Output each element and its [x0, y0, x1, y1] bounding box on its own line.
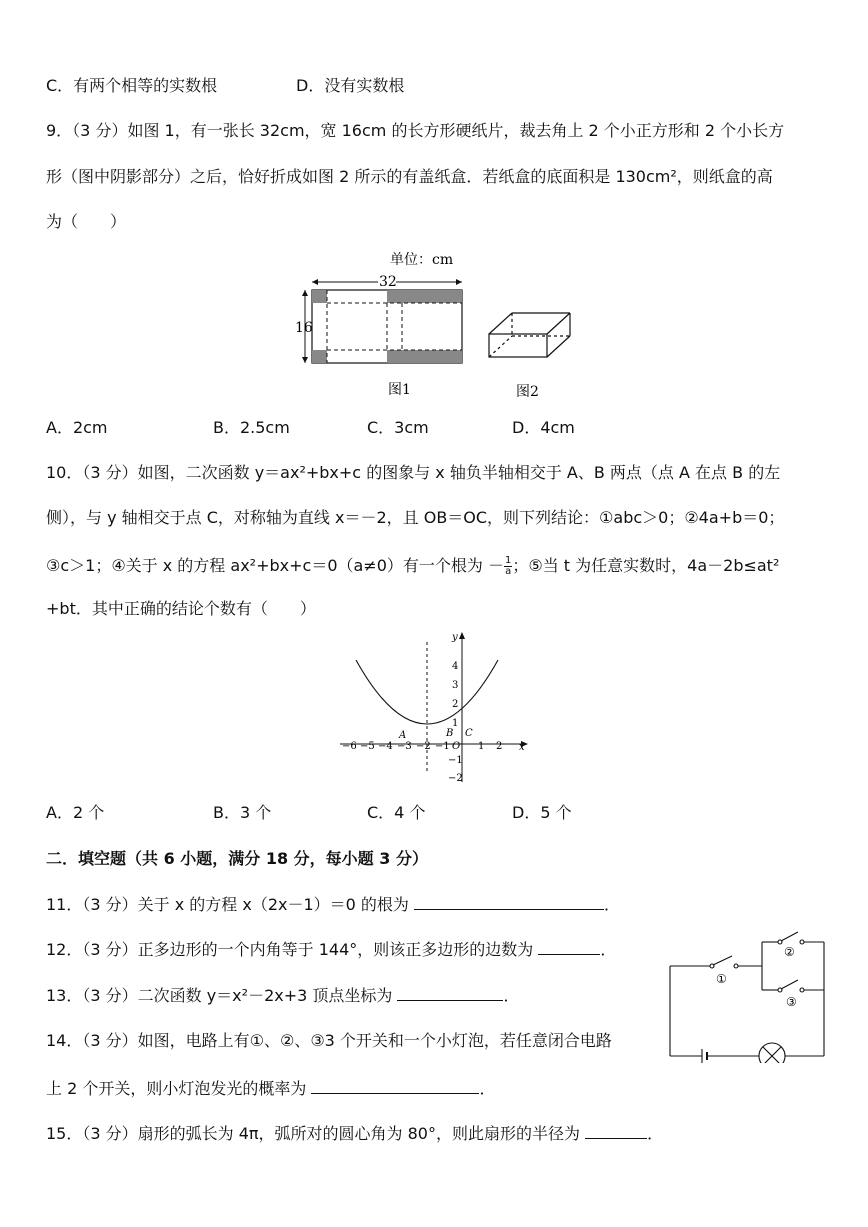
q9-option-c: C．3cm — [367, 418, 429, 437]
q12 — [46, 938, 616, 961]
q9-option-b: B．2.5cm — [213, 418, 290, 437]
q13 — [46, 984, 520, 1007]
point-A-label: A — [399, 730, 407, 741]
q9-line-3: 为（ ） — [46, 212, 127, 231]
q8-option-d: D．没有实数根 — [296, 76, 405, 95]
q13-end: ． — [503, 986, 520, 1005]
corner-square-tl — [312, 290, 327, 303]
q14-line-2 — [46, 1077, 495, 1100]
corner-rect-tr — [387, 290, 462, 303]
q10-line-4: +bt．其中正确的结论个数有（ ） — [46, 599, 316, 618]
box-figure — [489, 313, 570, 357]
q12-text: 12．（3 分）正多边形的一个内角等于 144°，则该正多边形的边数为 — [46, 940, 534, 959]
y-tick-neg1: −1 — [448, 755, 463, 766]
switch3-label: ③ — [786, 995, 797, 1009]
dim-length-text: 32 — [379, 274, 397, 290]
q14-answer-blank[interactable] — [311, 1077, 479, 1094]
q11 — [46, 893, 620, 916]
q15-text: 15．（3 分）扇形的弧长为 4π，弧所对的圆心角为 80°，则此扇形的半径为 — [46, 1124, 580, 1143]
q8-option-c: C．有两个相等的实数根 — [46, 76, 218, 95]
switch1-blade — [713, 956, 732, 965]
frac-den: a — [505, 566, 512, 577]
switch3-blade — [781, 980, 798, 989]
q10-line-2: 侧），与 y 轴相交于点 C，对称轴为直线 x＝－2，且 OB＝OC，则下列结论：①abc＞0；②4a+b＝0； — [46, 508, 785, 527]
y-axis-label: y — [452, 632, 458, 643]
bulb-circle — [759, 1043, 785, 1063]
q10-line-1: 10．（3 分）如图，二次函数 y＝ax²+bx+c 的图象与 x 轴负半轴相交于 A、B 两点（点 A 在点 B 的左 — [46, 463, 781, 482]
x-tick-2: 2 — [496, 741, 503, 752]
corner-rect-br — [387, 350, 462, 363]
dim-length-arrow-left — [312, 279, 318, 285]
q10-line-3 — [46, 555, 779, 577]
q9-figure-svg — [290, 248, 590, 406]
dim-width-arrow-bottom — [302, 357, 308, 363]
q14-text: 上 2 个开关，则小灯泡发光的概率为 — [46, 1079, 307, 1098]
y-tick-4: 4 — [452, 661, 459, 672]
fig2-caption: 图2 — [516, 384, 539, 400]
q10-option-b: B．3 个 — [213, 803, 272, 822]
q15-end: ． — [647, 1124, 664, 1143]
q10-line-3-pre: ③c＞1；④关于 x 的方程 ax²+bx+c＝0（a≠0）有一个根为 － — [46, 556, 504, 575]
dim-width-arrow-top — [302, 290, 308, 296]
q10-line-3-post: ；⑤当 t 为任意实数时，4a－2b≤at² — [512, 556, 780, 575]
q15 — [46, 1122, 663, 1145]
q9-line-2: 形（图中阴影部分）之后，恰好折成如图 2 所示的有盖纸盒．若纸盒的底面积是 130cm²，则纸盒的高 — [46, 167, 773, 186]
x-tick-neg6: −6 — [342, 741, 357, 752]
q9-figure — [290, 248, 590, 406]
frac-num: 1 — [504, 555, 512, 566]
q14-end: ． — [479, 1079, 496, 1098]
section-2-heading: 二．填空题（共 6 小题，满分 18 分，每小题 3 分） — [46, 849, 428, 868]
x-tick-neg1: −1 — [435, 741, 450, 752]
x-tick-neg4: −4 — [378, 741, 393, 752]
switch2-contact — [800, 940, 804, 944]
point-C-label: C — [465, 728, 473, 739]
q11-text: 11．（3 分）关于 x 的方程 x（2x－1）＝0 的根为 — [46, 895, 409, 914]
point-B-label: B — [446, 728, 454, 739]
q10-graph-svg — [336, 628, 536, 788]
q10-option-a: A．2 个 — [46, 803, 105, 822]
y-tick-1: 1 — [452, 718, 459, 729]
switch2-label: ② — [784, 945, 795, 959]
fig-unit-label: 单位：cm — [390, 252, 454, 268]
q14-line-1: 14．（3 分）如图，电路上有①、②、③3 个开关和一个小灯泡，若任意闭合电路 — [46, 1031, 612, 1050]
q10-graph — [336, 628, 536, 788]
x-tick-1: 1 — [478, 741, 485, 752]
q11-answer-blank[interactable] — [414, 893, 604, 910]
switch1-label: ① — [716, 972, 727, 986]
q10-option-d: D．5 个 — [512, 803, 572, 822]
q15-answer-blank[interactable] — [585, 1122, 647, 1139]
y-tick-neg2: −2 — [448, 773, 463, 784]
q13-text: 13．（3 分）二次函数 y＝x²－2x+3 顶点坐标为 — [46, 986, 393, 1005]
y-tick-3: 3 — [452, 680, 459, 691]
q11-end: ． — [604, 895, 621, 914]
x-tick-neg5: −5 — [360, 741, 375, 752]
x-tick-neg2: −2 — [416, 741, 431, 752]
q12-answer-blank[interactable] — [538, 938, 600, 955]
q14-circuit-svg — [664, 928, 830, 1063]
switch2-blade — [781, 932, 798, 941]
switch1-contact — [734, 964, 738, 968]
y-axis-arrow — [459, 632, 465, 639]
q9-line-1: 9．（3 分）如图 1，有一张长 32cm，宽 16cm 的长方形硬纸片，裁去角上 2 个小正方形和 2 个小长方 — [46, 121, 785, 140]
corner-square-bl — [312, 350, 327, 363]
dim-length-arrow-right — [456, 279, 462, 285]
x-tick-neg3: −3 — [397, 741, 412, 752]
x-axis-label: x — [519, 742, 525, 753]
fig1-caption: 图1 — [388, 382, 411, 398]
origin-label: O — [452, 741, 461, 752]
q13-answer-blank[interactable] — [397, 984, 503, 1001]
dim-width-text: 16 — [295, 320, 313, 336]
y-tick-2: 2 — [452, 699, 459, 710]
q9-option-a: A．2cm — [46, 418, 108, 437]
q9-option-d: D．4cm — [512, 418, 575, 437]
q12-end: ． — [600, 940, 617, 959]
q10-option-c: C．4 个 — [367, 803, 426, 822]
switch3-contact — [800, 988, 804, 992]
q14-circuit — [664, 928, 830, 1063]
